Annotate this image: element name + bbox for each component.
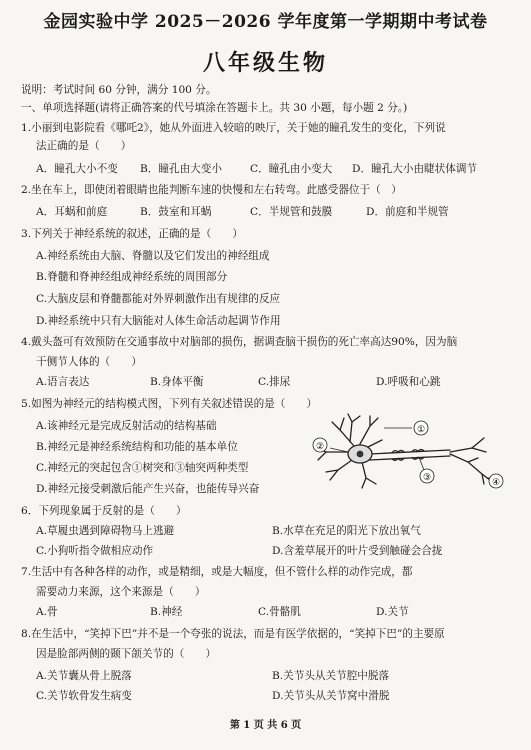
option: B.神经元是神经系统结构和功能的基本单位 xyxy=(36,441,238,453)
option: A．瞳孔大小不变 xyxy=(36,163,118,175)
option: D．前庭和半规管 xyxy=(366,206,449,218)
option: D.神经元接受刺激后能产生兴奋，也能传导兴奋 xyxy=(36,483,260,495)
exam-subject: 八年级生物 xyxy=(202,50,328,76)
question-stem: 8.在生活中，“笑掉下巴”并不是一个夸张的说法，而是有医学依据的，“笑掉下巴”的主要原 xyxy=(21,628,445,640)
option: B.神经 xyxy=(150,606,183,618)
option: A.草履虫遇到障碍物马上逃避 xyxy=(36,525,175,537)
question-stem: 需要动力来源，这个来源是（ ） xyxy=(36,586,206,598)
question-stem: 1.小丽到电影院看《哪吒2》，她从外面进入较暗的映厅，关于她的瞳孔发生的变化，下列说 xyxy=(21,122,446,134)
nucleus xyxy=(357,451,364,458)
option: B．瞳孔由大变小 xyxy=(140,163,222,175)
option: B.身体平衡 xyxy=(150,376,204,388)
option: D.含羞草展开的叶片受到触碰会合拢 xyxy=(272,545,443,557)
option: C.排尿 xyxy=(258,376,291,388)
option: A.关节囊从骨上脱落 xyxy=(36,670,132,682)
neuron-label-4: ④ xyxy=(491,478,501,488)
option: D.神经系统中只有大脑能对人体生命活动起调节作用 xyxy=(36,315,281,327)
option: C．瞳孔由小变大 xyxy=(250,163,333,175)
neuron-diagram xyxy=(300,408,510,494)
option: B.关节头从关节腔中脱落 xyxy=(272,670,390,682)
option: C.关节软骨发生病变 xyxy=(36,690,132,702)
option: B.脊髓和脊神经组成神经系统的周围部分 xyxy=(36,271,228,283)
option: C.神经元的突起包含①树突和③轴突两种类型 xyxy=(36,462,249,474)
option: C．半规管和鼓膜 xyxy=(250,206,333,218)
option: A．耳蜗和前庭 xyxy=(36,206,108,218)
neuron-label-3: ③ xyxy=(422,473,432,483)
question-stem: 7.生活中有各种各样的动作，或是精细，或是大幅度，但不管什么样的动作完成，都 xyxy=(21,566,413,578)
option: B．鼓室和耳蜗 xyxy=(140,206,212,218)
option: A.语言表达 xyxy=(36,376,90,388)
option: A.该神经元是完成反射活动的结构基础 xyxy=(36,420,217,432)
neuron-label-1: ① xyxy=(416,425,426,435)
question-stem: 4.戴头盔可有效预防在交通事故中对脑部的损伤，据调查脑干损伤的死亡率高达90%，因为脑 xyxy=(21,336,458,348)
question-stem: 干侧节人体的（ ） xyxy=(36,356,142,368)
option: D.关节头从关节窝中滑脱 xyxy=(272,690,390,702)
instructions: 说明：考试时间 60 分钟，满分 100 分。 xyxy=(21,84,217,96)
question-stem: 2.坐在车上，即使闭着眼睛也能判断车速的快慢和左右转弯。此感受器位于（ ） xyxy=(21,184,402,196)
question-stem: 6．下列现象属于反射的是（ ） xyxy=(21,505,187,517)
question-stem: 因是脸部两侧的颞下颌关节的（ ） xyxy=(36,648,217,660)
section-heading: 一、单项选择题(请将正确答案的代号填涂在答题卡上。共 30 小题，每小题 2 分。) xyxy=(21,102,408,114)
question-stem: 法正确的是（ ） xyxy=(36,140,132,152)
option: D.呼吸和心跳 xyxy=(376,376,441,388)
option: B.水草在充足的阳光下放出氧气 xyxy=(272,525,421,537)
option: A.神经系统由大脑、脊髓以及它们发出的神经组成 xyxy=(36,250,270,262)
option: D.关节 xyxy=(376,606,409,618)
option: A.骨 xyxy=(36,606,58,618)
option: C.大脑皮层和脊髓都能对外界刺激作出有规律的反应 xyxy=(36,293,281,305)
question-stem: 5.如图为神经元的结构模式图，下列有关叙述错误的是（ ） xyxy=(21,398,318,410)
option: C.小狗听指令做相应动作 xyxy=(36,545,154,557)
page-footer: 第 1 页 共 6 页 xyxy=(229,720,302,731)
option: C.骨骼肌 xyxy=(258,606,301,618)
neuron-label-2: ② xyxy=(315,442,325,452)
exam-title: 金园实验中学 2025－2026 学年度第一学期期中考试卷 xyxy=(43,12,488,32)
option: D．瞳孔大小由睫状体调节 xyxy=(352,163,478,175)
question-stem: 3.下列关于神经系统的叙述，正确的是（ ） xyxy=(21,228,243,240)
